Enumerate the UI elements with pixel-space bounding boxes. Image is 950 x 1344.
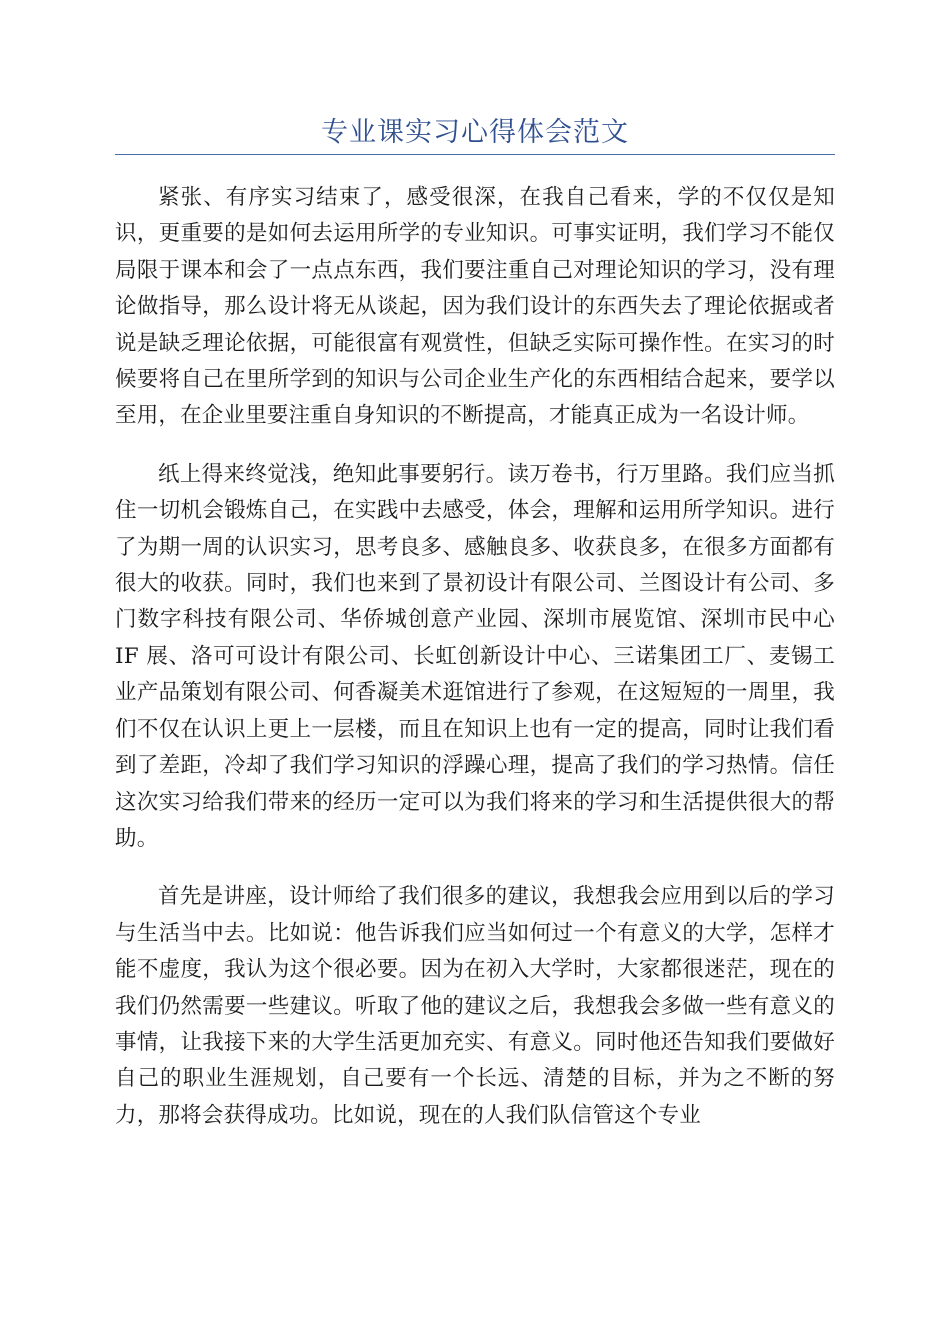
paragraph-1: 紧张、有序实习结束了，感受很深，在我自己看来，学的不仅仅是知识，更重要的是如何去运用所学的专业知识。可事实证明，我们学习不能仅局限于课本和会了一点点东西，我们要注重自己对理论知识的学习，没有理论做指导，那么设计将无从谈起，因为我们设计的东西失去了理论依据或者说是缺乏理论依据，可能很富有观赏性，但缺乏实际可操作性。在实习的时候要将自己在里所学到的知识与公司企业生产化的东西相结合起来，要学以至用，在企业里要注重自身知识的不断提高，才能真正成为一名设计师。: [115, 185, 835, 429]
paragraph-2: 纸上得来终觉浅，绝知此事要躬行。读万卷书，行万里路。我们应当抓住一切机会锻炼自己，在实践中去感受，体会，理解和运用所学知识。进行了为期一周的认识实习，思考良多、感触良多、收获良多，在很多方面都有很大的收获。同时，我们也来到了景初设计有限公司、兰图设计有公司、多门数字科技有限公司、华侨城创意产业园、深圳市展览馆、深圳市民中心 IF 展、洛可可设计有限公司、长虹创新设计中心、三诺集团工厂、麦锡工业产品策划有限公司、何香凝美术逛馆进行了参观，在这短短的一周里，我们不仅在认识上更上一层楼，而且在知识上也有一定的提高，同时让我们看到了差距，冷却了我们学习知识的浮躁心理，提高了我们的学习热情。信任这次实习给我们带来的经历一定可以为我们将来的学习和生活提供很大的帮助。: [115, 461, 835, 851]
document-title: 专业课实习心得体会范文: [321, 117, 629, 148]
title-underline: [115, 154, 835, 155]
document-body: [115, 180, 835, 1156]
paragraph-3: 首先是讲座，设计师给了我们很多的建议，我想我会应用到以后的学习与生活当中去。比如说：他告诉我们应当如何过一个有意义的大学，怎样才能不虚度，我认为这个很必要。因为在初入大学时，大家都很迷茫，现在的我们仍然需要一些建议。听取了他的建议之后，我想我会多做一些有意义的事情，让我接下来的大学生活更加充实、有意义。同时他还告知我们要做好自己的职业生涯规划，自己要有一个长远、清楚的目标，并为之不断的努力，那将会获得成功。比如说，现在的人我们队信管这个专业: [115, 884, 835, 1128]
